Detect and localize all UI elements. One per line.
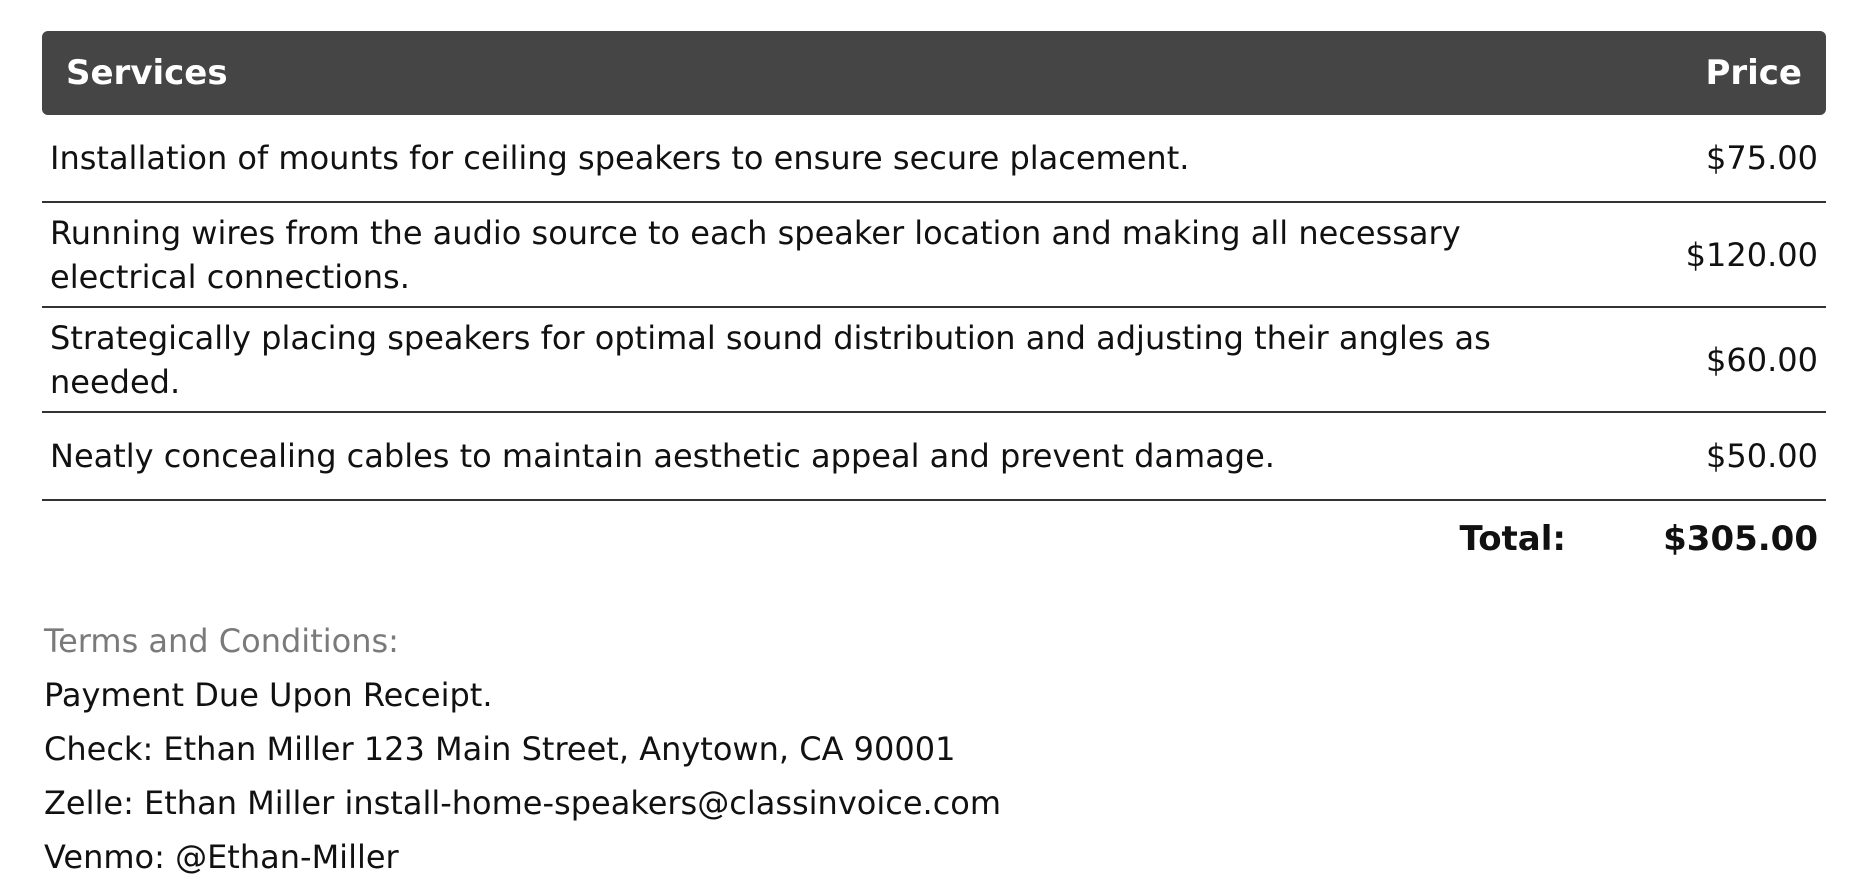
service-description: Neatly concealing cables to maintain aesthetic appeal and prevent damage. — [42, 412, 1582, 500]
total-amount: $305.00 — [1663, 519, 1818, 559]
table-row — [42, 307, 1826, 412]
service-price: $120.00 — [1582, 202, 1826, 307]
service-price: $60.00 — [1582, 307, 1826, 412]
zelle-payment-info: Zelle: Ethan Miller install-home-speakers@classinvoice.com — [44, 784, 1002, 822]
check-payment-info: Check: Ethan Miller 123 Main Street, Anytown, CA 90001 — [44, 730, 956, 768]
service-description: Strategically placing speakers for optimal sound distribution and adjusting their angles as needed. — [42, 307, 1582, 412]
terms-section — [44, 621, 1544, 891]
terms-heading: Terms and Conditions: — [44, 622, 399, 660]
total-label: Total: — [1459, 519, 1566, 559]
table-header-row — [42, 31, 1826, 115]
services-table — [42, 31, 1826, 501]
venmo-payment-info: Venmo: @Ethan-Miller — [44, 838, 399, 876]
table-row — [42, 412, 1826, 500]
service-description: Installation of mounts for ceiling speakers to ensure secure placement. — [42, 115, 1582, 202]
price-column-header: Price — [1582, 31, 1826, 115]
table-row — [42, 115, 1826, 202]
table-row — [42, 202, 1826, 307]
services-column-header: Services — [42, 31, 1582, 115]
totals-row — [42, 501, 1826, 581]
service-description: Running wires from the audio source to each speaker location and making all necessary electrical connections. — [42, 202, 1582, 307]
payment-due-note: Payment Due Upon Receipt. — [44, 676, 493, 714]
service-price: $75.00 — [1582, 115, 1826, 202]
invoice-services-section — [42, 31, 1826, 581]
service-price: $50.00 — [1582, 412, 1826, 500]
